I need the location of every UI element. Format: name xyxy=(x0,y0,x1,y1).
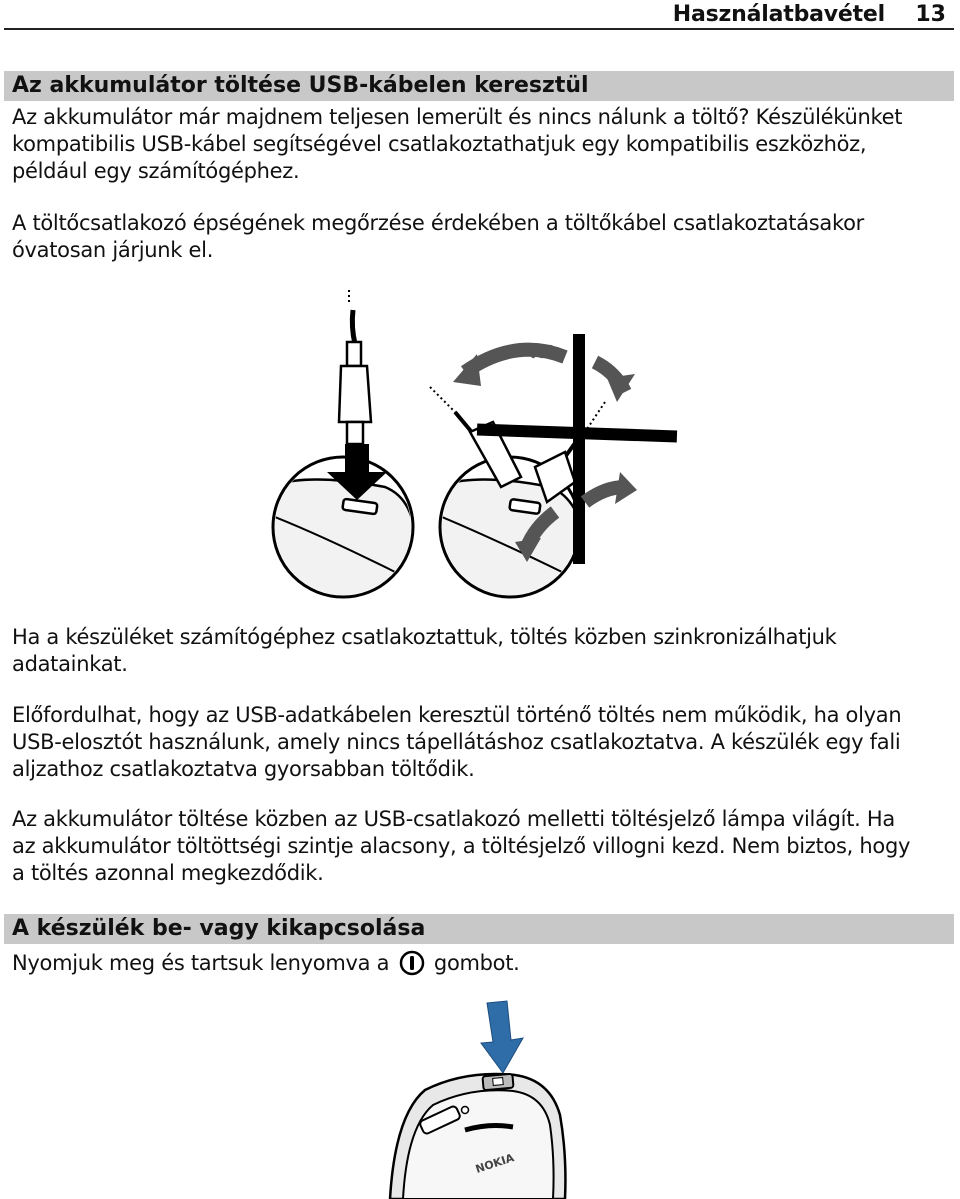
text-line: például egy számítógéphez. xyxy=(12,159,300,183)
usb-connect-wrong-illustration xyxy=(430,334,677,602)
text-line: Az akkumulátor töltése közben az USB-csatlakozó melletti töltésjelző lámpa világít. Ha xyxy=(12,807,895,831)
usb-connect-correct-illustration xyxy=(270,290,415,602)
power-key-icon xyxy=(399,950,425,976)
usb-connect-illustration xyxy=(265,282,695,602)
section-heading-usb-charging: Az akkumulátor töltése USB-kábelen keresztül xyxy=(4,71,954,101)
paragraph-charge-indicator xyxy=(12,806,952,887)
page-header xyxy=(0,0,960,30)
text-line: a töltés azonnal megkezdődik. xyxy=(12,861,324,885)
instruction-text-before: Nyomjuk meg és tartsuk lenyomva a xyxy=(12,951,390,975)
text-line: Ha a készüléket számítógéphez csatlakoztattuk, töltés közben szinkronizálhatjuk xyxy=(12,625,837,649)
paragraph-power-instruction xyxy=(12,950,952,977)
text-line: aljzathoz csatlakoztatva gyorsabban töltődik. xyxy=(12,757,475,781)
text-line: kompatibilis USB-kábel segítségével csatlakoztathatjuk egy kompatibilis eszközhöz, xyxy=(12,132,867,156)
text-line: USB-elosztót használunk, amely nincs tápellátáshoz csatlakoztatva. A készülék egy fali xyxy=(12,730,901,754)
paragraph-sync xyxy=(12,624,952,678)
header-rule xyxy=(4,28,954,30)
text-line: Előfordulhat, hogy az USB-adatkábelen keresztül történő töltés nem működik, ha olyan xyxy=(12,703,902,727)
text-line: az akkumulátor töltöttségi szintje alacsony, a töltésjelző villogni kezd. Nem biztos, hogy xyxy=(12,834,911,858)
header-title: Használatbavétel xyxy=(672,2,885,27)
paragraph-usb-intro xyxy=(12,104,952,185)
phone-brand-label: NOKIA xyxy=(473,1151,516,1176)
paragraph-careful-connect xyxy=(12,210,952,264)
text-line: óvatosan járjunk el. xyxy=(12,238,214,262)
instruction-line xyxy=(12,950,952,977)
text-line: adatainkat. xyxy=(12,652,128,676)
instruction-text-after: gombot. xyxy=(433,951,520,975)
text-line: Az akkumulátor már majdnem teljesen lemerült és nincs nálunk a töltő? Készülékünket xyxy=(12,105,903,129)
phone-power-illustration xyxy=(385,995,585,1199)
text-line: A töltőcsatlakozó épségének megőrzése érdekében a töltőkábel csatlakoztatásakor xyxy=(12,211,864,235)
section-heading-power: A készülék be- vagy kikapcsolása xyxy=(4,914,954,944)
page-number: 13 xyxy=(915,2,946,27)
paragraph-hub-warning xyxy=(12,702,952,783)
